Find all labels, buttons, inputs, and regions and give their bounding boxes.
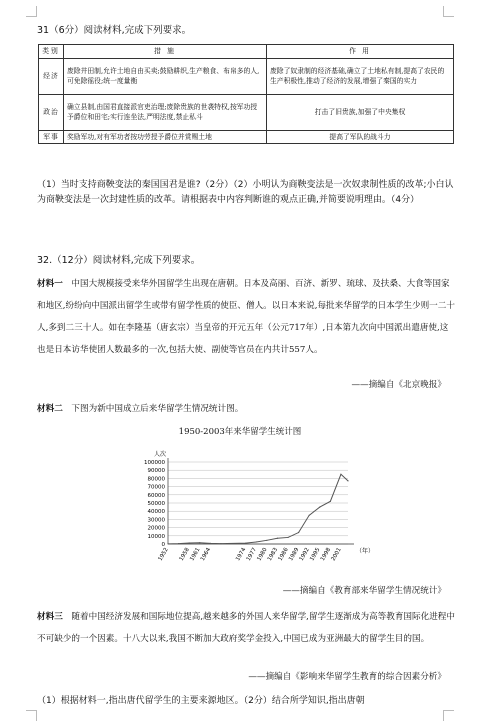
crop-mark [26,710,37,721]
material-text: 中国大规模接受来华外国留学生出现在唐朝。日本及高丽、百济、新罗、琉球、及扶桑、大食等国家和地区,纷纷向中国派出留学生或带有留学性质的使臣、僧人。以日本来说,每批来华留学的日本学生少则一二十人,多到二三十人。如在李隆基（唐玄宗）当皇帝的开元五年（公元717年）,日本第九次向中国派出遣唐使,这也是日本访华使团人数最多的一次,包括大使、副使等官员在内共计557人。 [37,279,455,355]
statistics-line-chart [0,440,480,590]
y-tick-label: 80000 [147,476,165,483]
col-measure: 措 施 [64,45,267,59]
data-point [309,515,310,516]
x-tick-label: 1961 [189,547,202,563]
y-tick-label: 10000 [147,533,165,540]
y-tick-label: 30000 [147,517,165,524]
row-type: 政治 [39,94,64,130]
data-point [256,541,257,542]
row-measure: 废除井田制,允许土地自由买卖;鼓励耕织,生产粮食、布帛多的人,可免除徭役;统一度量衡 [64,58,267,94]
row-measure: 奖励军功,对有军功者按功劳授予爵位并赏赐土地 [64,130,267,144]
x-tick-label: 1998 [319,547,333,563]
x-tick-label: 1958 [178,547,191,563]
data-point [298,532,299,533]
data-point [167,543,168,544]
data-point [220,543,221,544]
row-type: 军事 [39,130,64,144]
x-tick-label: 1980 [256,547,269,563]
table-row [39,58,454,94]
y-tick-label: 0 [161,542,165,548]
row-effect: 打击了旧贵族,加强了中央集权 [267,94,454,130]
y-tick-label: 90000 [147,468,165,475]
row-type: 经济 [39,58,64,94]
x-tick-label: 1983 [266,547,280,563]
data-point [189,542,190,543]
col-type: 类别 [39,45,64,59]
data-point [199,542,200,543]
material-label: 材料二 [37,404,63,414]
y-tick-label: 20000 [147,525,165,532]
data-point [178,543,179,544]
row-effect: 废除了奴隶制的经济基础,确立了土地私有制,提高了农民的生产积极性,推动了经济的发展,增强了秦国的实力 [267,58,454,94]
crop-mark [443,710,454,721]
y-tick-label: 60000 [147,492,165,499]
y-tick-label: 70000 [147,484,165,491]
source-citation: ——摘编自《教育部来华留学生情况统计》 [282,586,446,596]
y-axis-label: 人次 [154,451,167,458]
q32-header: 32.（12分）阅读材料,完成下列要求。 [37,255,201,266]
x-tick-label: 1989 [288,547,301,563]
reform-table [38,44,454,144]
crop-mark [443,6,454,17]
material-text: 随着中国经济发展和国际地位提高,越来越多的外国人来华留学,留学生逐渐成为高等教育国际化进程中不可缺少的一个因素。十八大以来,我国不断加大政府奖学金投入,中国已成为亚洲最大的留学生目的国。 [37,612,455,644]
q31-question: （1）当时支持商鞅变法的秦国国君是谁?（2分）（2）小明认为商鞅变法是一次奴隶制性质的改革;小白认为商鞅变法是一次封建性质的改革。请根据表中内容判断谁的观点正确,并简要说明理由。（4分） [37,180,454,205]
material-2 [37,398,455,420]
table-row [39,94,454,130]
data-point [347,480,348,481]
x-tick-label: 1952 [157,547,170,563]
table-header-row [39,45,454,59]
chart-title: 1950-2003年来华留学生统计图 [178,427,302,437]
source-citation: ——摘编自《影响来华留学生教育的综合因素分析》 [248,672,446,682]
data-point [210,543,211,544]
x-tick-label: 1992 [298,547,311,563]
row-measure: 确立县制,由国君直接派官吏治理;废除贵族的世袭特权,按军功授予爵位和田宅;实行连坐法,严明法度,禁止私斗 [64,94,267,130]
col-effect: 作 用 [267,45,454,59]
y-tick-label: 40000 [147,509,165,516]
data-point [266,540,267,541]
y-tick-label: 50000 [147,501,165,507]
data-point [330,501,331,502]
q31-header: 31（6分）阅读材料,完成下列要求。 [37,25,192,36]
x-axis-label: （年） [356,548,375,555]
material-3 [37,606,455,650]
data-point [340,474,341,475]
row-effect: 提高了军队的战斗力 [267,130,454,144]
x-tick-label: 1995 [309,547,322,563]
material-label: 材料一 [37,279,63,289]
material-text: 下图为新中国成立后来华留学生情况统计图。 [71,404,244,414]
material-1 [37,273,455,361]
x-tick-label: 2001 [330,547,343,563]
data-point [287,537,288,538]
x-tick-label: 1986 [277,547,290,563]
source-citation: ——摘编自《北京晚报》 [351,380,446,390]
crop-mark [26,6,37,17]
material-label: 材料三 [37,612,63,622]
table-row [39,130,454,144]
q32-question: （1）根据材料一,指出唐代留学生的主要来源地区。（2分）结合所学知识,指出唐朝 [37,696,365,706]
x-tick-label: 1977 [245,547,258,563]
x-tick-label: 1964 [199,547,213,563]
data-point [245,543,246,544]
data-point [277,538,278,539]
series-line [168,474,348,544]
x-tick-label: 1974 [235,547,248,563]
y-tick-label: 100000 [144,460,165,466]
data-point [319,507,320,508]
